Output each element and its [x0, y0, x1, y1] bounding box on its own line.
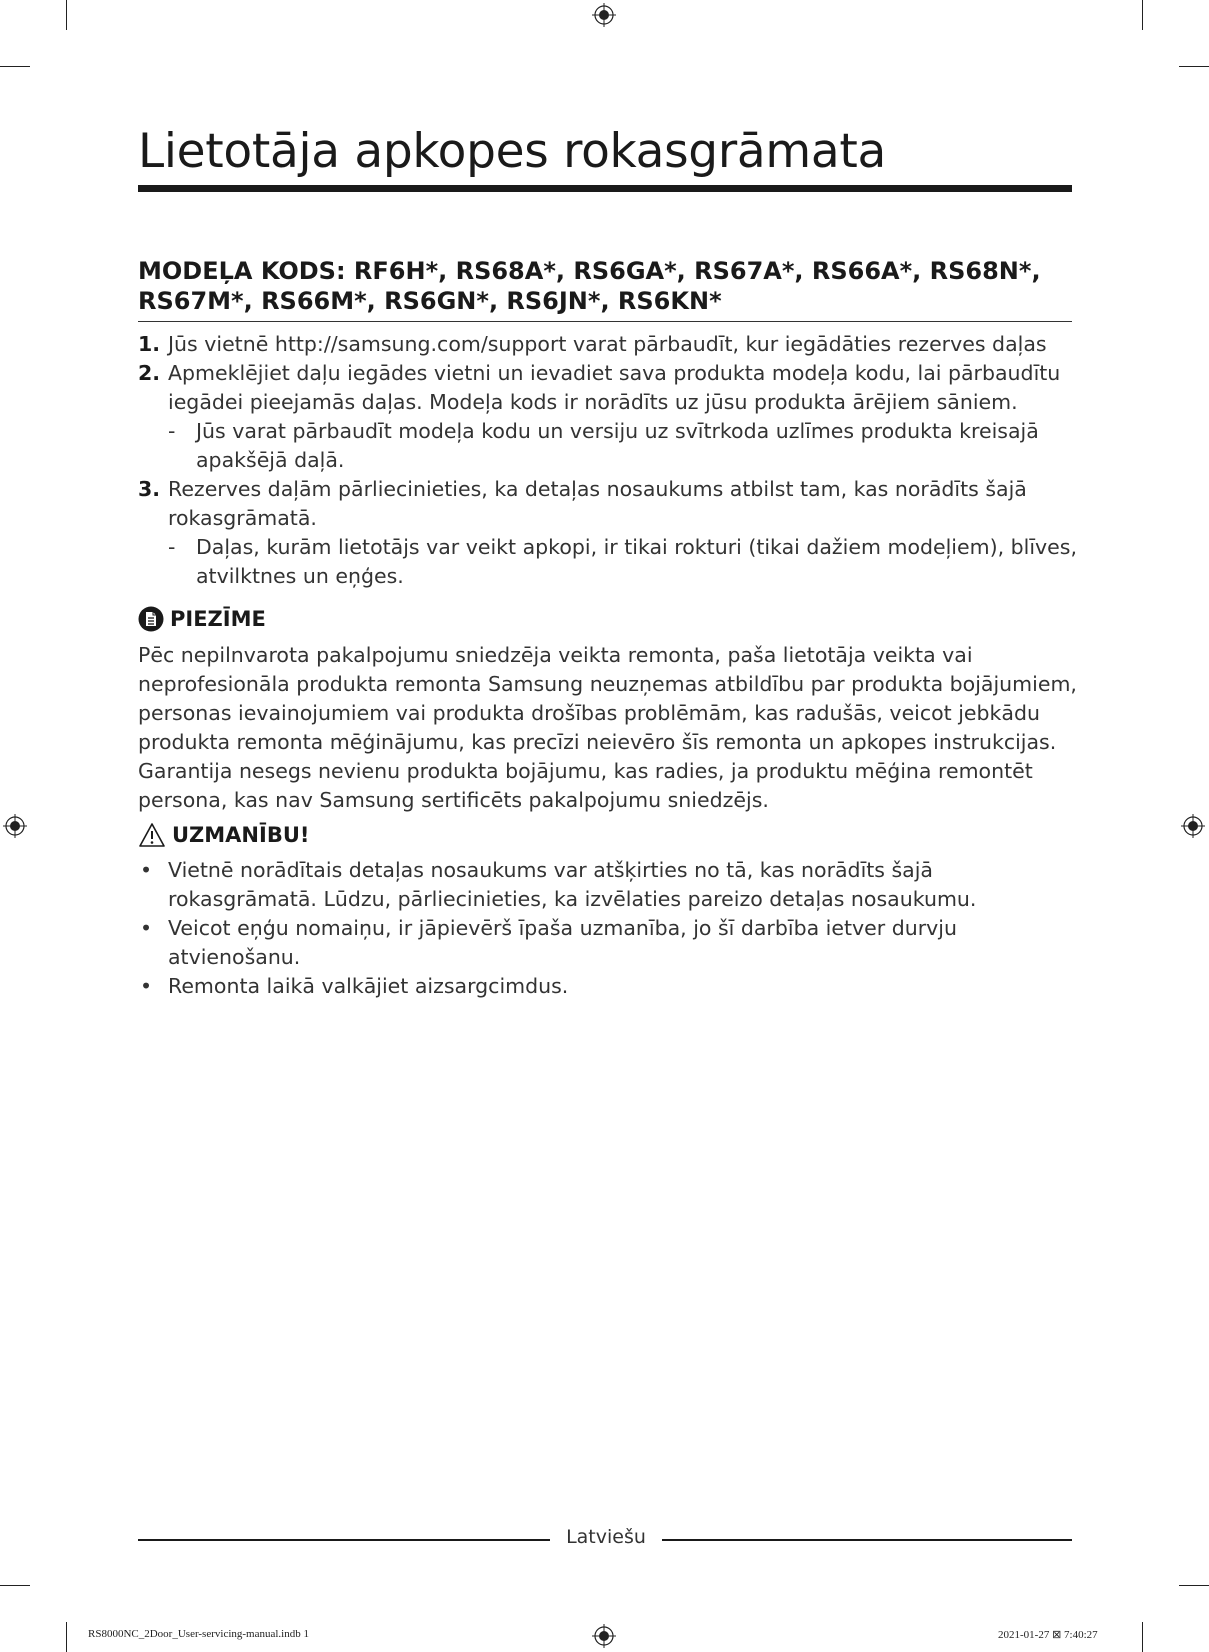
crop-mark [0, 1585, 30, 1586]
list-item-text: Vietnē norādītais detaļas nosaukums var atšķirties no tā, kas norādīts šajā rokasgrāmatā. Lūdzu, pārliecinieties, ka izvēlaties pareizo detaļas nosaukumu. [168, 858, 977, 911]
step-number: 1. [138, 332, 161, 356]
page-title: Lietotāja apkopes rokasgrāmata [138, 124, 886, 179]
crop-mark [1179, 1585, 1209, 1586]
warning-triangle-icon [138, 822, 166, 848]
caution-label: UZMANĪBU! [172, 823, 310, 847]
step-subitem-text: Jūs varat pārbaudīt modeļa kodu un versiju uz svītrkoda uzlīmes produkta kreisajā apakšējā daļā. [196, 419, 1039, 472]
list-item-text: Remonta laikā valkājiet aizsargcimdus. [168, 974, 569, 998]
step-text: Rezerves daļām pārliecinieties, ka detaļas nosaukums atbilst tam, kas norādīts šajā rokasgrāmatā. [168, 477, 1027, 530]
registration-mark-icon [592, 1624, 616, 1648]
footer-language: Latviešu [566, 1526, 646, 1548]
print-date-label: 2021-01-27 ⊠ 7:40:27 [998, 1629, 1098, 1641]
list-item [138, 856, 1078, 914]
registration-mark-icon [592, 3, 616, 27]
note-text: Pēc nepilnvarota pakalpojumu sniedzēja veikta remonta, paša lietotāja veikta vai neprofesionāla produkta remonta Samsung neuzņemas atbildību par produkta bojājumiem, personas ievainojumiem vai produkta drošības problēmām, kas radušās, veicot jebkādu produkta remonta mēģinājumu, kas precīzi neievēro šīs remonta un apkopes instrukcijas. Garantija nesegs nevienu produkta bojājumu, kas radies, ja produktu mēģina remontēt persona, kas nav Samsung sertificēts pakalpojumu sniedzējs. [138, 643, 1077, 812]
crop-mark [1142, 0, 1143, 30]
step-subitem [168, 417, 1078, 475]
footer-rule [138, 1539, 550, 1541]
step-item [138, 359, 1078, 475]
crop-mark [0, 66, 30, 67]
bullet-marker: • [140, 916, 153, 940]
crop-mark [66, 0, 67, 30]
note-heading [138, 606, 266, 632]
step-item [138, 330, 1078, 359]
model-code-heading: MODEĻA KODS: RF6H*, RS68A*, RS6GA*, RS67A*, RS66A*, RS68N*, RS67M*, RS66M*, RS6GN*, RS6JN*, RS6KN* [138, 257, 1041, 315]
sub-marker: - [168, 419, 176, 443]
step-subitem [168, 533, 1078, 591]
model-heading-rule [138, 321, 1072, 322]
sub-marker: - [168, 535, 176, 559]
step-text: Jūs vietnē http://samsung.com/support varat pārbaudīt, kur iegādāties rezerves daļas [168, 332, 1047, 356]
list-item [138, 914, 1078, 972]
step-item [138, 475, 1078, 591]
list-item-text: Veicot eņģu nomaiņu, ir jāpievērš īpaša uzmanība, jo šī darbība ietver durvju atvienošanu. [168, 916, 957, 969]
crop-mark [66, 1622, 67, 1652]
note-label: PIEZĪME [170, 607, 266, 631]
bullet-marker: • [140, 858, 153, 882]
caution-heading [138, 822, 309, 848]
step-subitem-text: Daļas, kurām lietotājs var veikt apkopi, ir tikai rokturi (tikai dažiem modeļiem), blīves, atvilktnes un eņģes. [196, 535, 1077, 588]
crop-mark [1142, 1622, 1143, 1652]
caution-list [138, 856, 1078, 1001]
registration-mark-icon [1181, 814, 1205, 838]
step-number: 2. [138, 361, 161, 385]
crop-mark [1179, 66, 1209, 67]
step-text: Apmeklējiet daļu iegādes vietni un ievadiet sava produkta modeļa kodu, lai pārbaudītu iegādei pieejamās daļas. Modeļa kods ir norādīts uz jūsu produkta ārējiem sāniem. [168, 361, 1061, 414]
note-icon [138, 606, 164, 632]
footer-rule [662, 1539, 1072, 1541]
print-file-label: RS8000NC_2Door_User-servicing-manual.indb 1 [88, 1628, 309, 1640]
title-rule [138, 185, 1072, 192]
step-number: 3. [138, 477, 161, 501]
list-item [138, 972, 1078, 1001]
registration-mark-icon [3, 814, 27, 838]
bullet-marker: • [140, 974, 153, 998]
steps-list [138, 330, 1078, 591]
